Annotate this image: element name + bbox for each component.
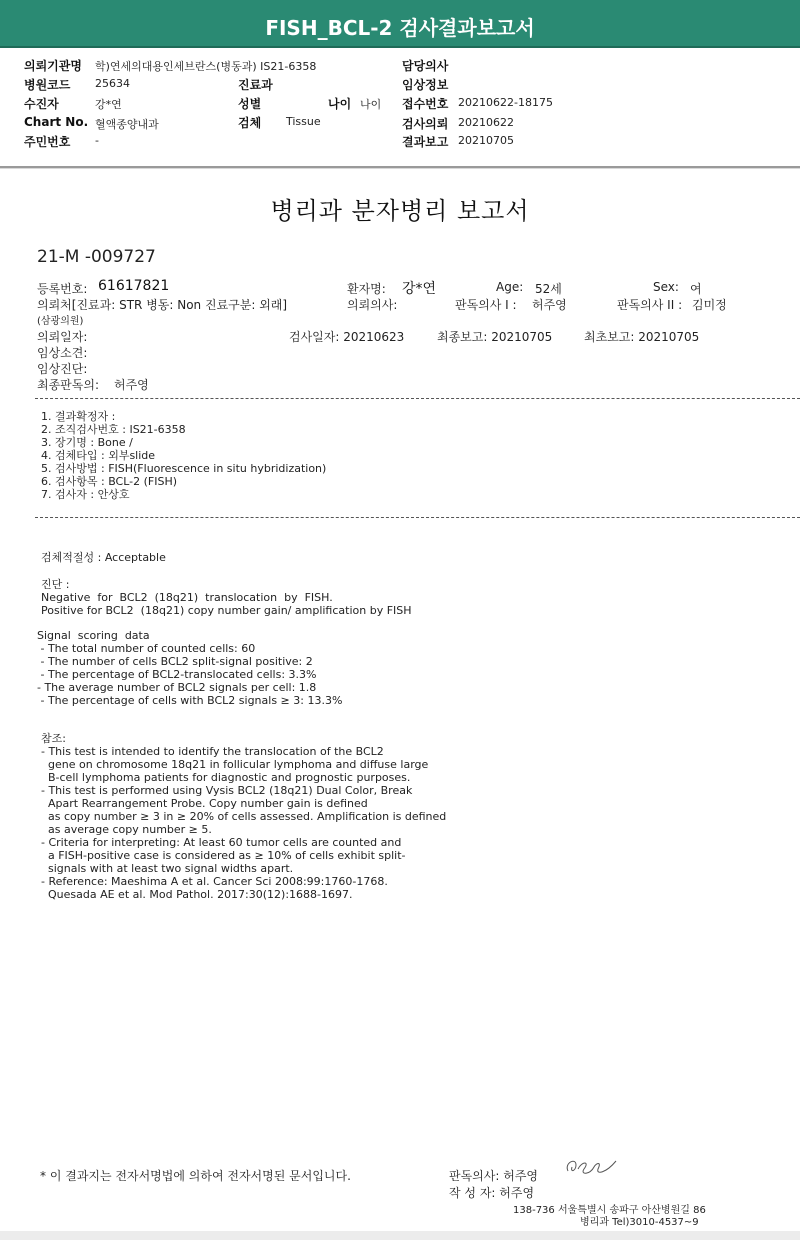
footer-reader: 판독의사: 허주영 [449,1169,539,1183]
receipt-label: 접수번호 [402,97,449,111]
req-inst-label: 의뢰기관명 [24,59,82,73]
hosp-code-value: 25634 [95,77,130,90]
report-age-label: Age: [496,280,524,294]
sex-label: 성별 [238,97,262,111]
diagnosis-block [41,578,412,617]
clinical-diagnosis-label: 임상진단: [37,362,88,376]
specimen-value: Tissue [286,115,321,128]
report-page [0,168,800,1231]
exam-item: 2. 조직검사번호 : IS21-6358 [41,423,186,436]
chart-value: 혈액종양내과 [95,118,159,131]
diagnosis-line: 진단 : [41,578,70,591]
note-line: as average copy number ≥ 5. [41,823,212,836]
dept-label: 진료과 [238,78,273,92]
exam-items [41,410,326,501]
scoring-line: - The total number of counted cells: 60 [37,642,256,655]
referral-info: 의뢰처[진료과: STR 병동: Non 진료구분: 외래] [37,298,288,312]
divider-bottom [35,517,800,519]
note-line: Quesada AE et al. Mod Pathol. 2017:30(12):1688-1697. [41,888,353,901]
note-line: - This test is intended to identify the translocation of the BCL2 [41,745,384,758]
divider-top [35,398,800,400]
footer-address: 138-736 서울특별시 송파구 아산병원길 86 [513,1205,706,1216]
accession-number: 21-M -009727 [37,247,156,267]
note-line: gene on chromosome 18q21 in follicular lymphoma and diffuse large [41,758,429,771]
exam-item: 7. 검사자 : 안상호 [41,488,130,501]
clin-info-label: 임상정보 [402,78,449,92]
footer-writer: 작 성 자: 허주영 [449,1186,535,1200]
specimen-adequacy: 검체적절성 : Acceptable [41,551,166,564]
final-reader-label: 최종판독의: [37,378,100,392]
specimen-label: 검체 [238,116,262,130]
reader1-value: 허주영 [532,298,567,312]
report-sex-label: Sex: [653,280,679,294]
note-line: as copy number ≥ 3 in ≥ 20% of cells assessed. Amplification is defined [41,810,447,823]
first-report-date: 최초보고: 20210705 [584,330,700,344]
title-bar [0,0,800,48]
req-inst-value: 학)연세의대용인세브란스(병동과) IS21-6358 [95,60,317,73]
signature-image [562,1155,622,1181]
scoring-line: - The average number of BCL2 signals per cell: 1.8 [37,681,317,694]
exam-item: 5. 검사방법 : FISH(Fluorescence in situ hybridization) [41,462,327,475]
test-req-label: 검사의뢰 [402,117,449,131]
scoring-block [37,629,342,707]
diagnosis-line: Negative for BCL2 (18q21) translocation by FISH. [41,591,333,604]
scoring-line: - The percentage of cells with BCL2 signals ≥ 3: 13.3% [37,694,343,707]
final-report-date: 최종보고: 20210705 [437,330,553,344]
patient-info-panel [0,48,800,169]
clinic-name: (삼광의원) [37,316,84,327]
exam-item: 3. 장기명 : Bone / [41,436,133,449]
age-label: 나이 [328,97,352,111]
rrn-value: - [95,134,99,147]
report-sex-value: 여 [690,282,702,296]
scoring-line: - The percentage of BCL2-translocated cells: 3.3% [37,668,317,681]
scoring-line: Signal scoring data [37,629,150,642]
age-value: 나이 [360,98,382,111]
note-line: - Criteria for interpreting: At least 60 tumor cells are counted and [41,836,402,849]
attending-label: 담당의사 [402,59,449,73]
patient-value: 강*연 [95,98,122,111]
final-reader-value: 허주영 [114,378,149,392]
result-report-label: 결과보고 [402,135,449,149]
page-title: FISH_BCL-2 검사결과보고서 [265,16,535,40]
exam-item: 1. 결과확정자 : [41,410,116,423]
report-title: 병리과 분자병리 보고서 [270,197,530,225]
rrn-label: 주민번호 [24,135,71,149]
note-line: a FISH-positive case is considered as ≥ 10% of cells exhibit split- [41,849,406,862]
e-signature-note: * 이 결과지는 전자서명법에 의하여 전자서명된 문서입니다. [40,1169,351,1183]
request-date-label: 의뢰일자: [37,330,88,344]
exam-item: 4. 검체타입 : 외부slide [41,449,156,462]
test-req-value: 20210622 [458,116,514,129]
reader2-value: 김미정 [692,298,727,312]
report-patient-value: 강*연 [402,281,437,297]
receipt-value: 20210622-18175 [458,96,553,109]
exam-item: 6. 검사항목 : BCL-2 (FISH) [41,475,178,488]
reg-value: 61617821 [98,278,170,294]
hosp-code-label: 병원코드 [24,78,71,92]
scoring-line: - The number of cells BCL2 split-signal positive: 2 [37,655,313,668]
result-report-value: 20210705 [458,134,514,147]
reader2-label: 판독의사 II : [617,298,683,312]
report-age-value: 52세 [535,282,562,296]
note-line: 참조: [41,732,66,745]
report-patient-label: 환자명: [347,282,386,296]
note-line: - Reference: Maeshima A et al. Cancer Sci 2008:99:1760-1768. [41,875,388,888]
footer-tel: 병리과 Tel)3010-4537~9 [580,1217,699,1228]
note-line: B-cell lymphoma patients for diagnostic and prognostic purposes. [41,771,411,784]
notes-block [41,732,446,901]
note-line: signals with at least two signal widths apart. [41,862,294,875]
diagnosis-line: Positive for BCL2 (18q21) copy number gain/ amplification by FISH [41,604,412,617]
referral-doctor-label: 의뢰의사: [347,298,398,312]
clinical-findings-label: 임상소견: [37,346,88,360]
reg-label: 등록번호: [37,282,88,296]
patient-label: 수진자 [24,97,59,111]
reader1-label: 판독의사 I : [455,298,517,312]
note-line: Apart Rearrangement Probe. Copy number gain is defined [41,797,368,810]
chart-label: Chart No. [24,115,89,129]
exam-date: 검사일자: 20210623 [289,330,405,344]
note-line: - This test is performed using Vysis BCL2 (18q21) Dual Color, Break [41,784,413,797]
